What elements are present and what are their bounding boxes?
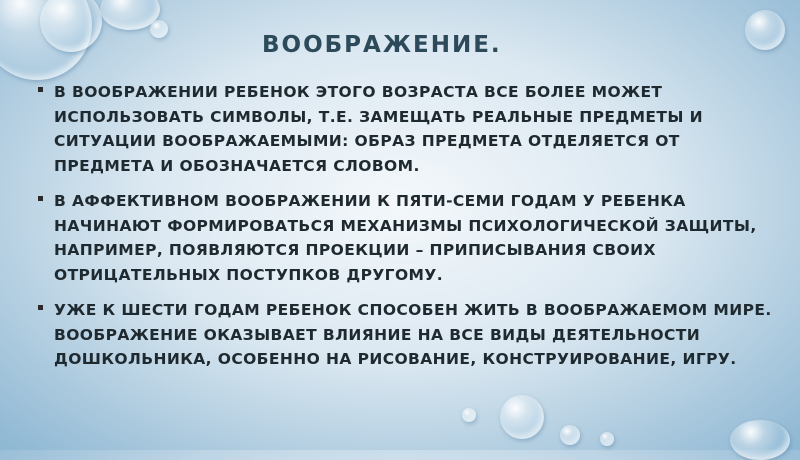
- bullet-text: УЖЕ К ШЕСТИ ГОДАМ РЕБЕНОК СПОСОБЕН ЖИТЬ В ВООБРАЖАЕМОМ МИРЕ. ВООБРАЖЕНИЕ ОКАЗЫВАЕТ ВЛИЯНИЕ НА ВСЕ ВИДЫ ДЕЯТЕЛЬНОСТИ ДОШКОЛЬНИКА, ОСОБЕННО НА РИСОВАНИЕ, КОНСТРУИРОВАНИЕ, ИГРУ.: [54, 301, 772, 368]
- water-drop-decoration: [745, 10, 785, 50]
- list-item: [34, 80, 782, 178]
- water-drop-decoration: [500, 395, 544, 439]
- bullet-icon: [38, 87, 43, 92]
- slide-title: ВООБРАЖЕНИЕ.: [262, 32, 502, 58]
- bullet-list: [34, 80, 782, 383]
- water-drop-decoration: [462, 408, 476, 422]
- water-drop-decoration: [600, 432, 614, 446]
- water-drop-decoration: [150, 20, 168, 38]
- list-item: [34, 189, 782, 287]
- bullet-text: В ВООБРАЖЕНИИ РЕБЕНОК ЭТОГО ВОЗРАСТА ВСЕ БОЛЕЕ МОЖЕТ ИСПОЛЬЗОВАТЬ СИМВОЛЫ, Т.Е. ЗАМЕЩАТЬ РЕАЛЬНЫЕ ПРЕДМЕТЫ И СИТУАЦИИ ВООБРАЖАЕМЫМИ: ОБРАЗ ПРЕДМЕТА ОТДЕЛЯЕТСЯ ОТ ПРЕДМЕТА И ОБОЗНАЧАЕТСЯ СЛОВОМ.: [54, 83, 704, 175]
- water-drop-decoration: [560, 425, 580, 445]
- list-item: [34, 298, 782, 372]
- water-drop-decoration: [730, 420, 790, 460]
- bullet-icon: [38, 305, 43, 310]
- bullet-icon: [38, 196, 43, 201]
- bullet-text: В АФФЕКТИВНОМ ВООБРАЖЕНИИ К ПЯТИ-СЕМИ ГОДАМ У РЕБЕНКА НАЧИНАЮТ ФОРМИРОВАТЬСЯ МЕХАНИЗМЫ ПСИХОЛОГИЧЕСКОЙ ЗАЩИТЫ, НАПРИМЕР, ПОЯВЛЯЮТСЯ ПРОЕКЦИИ – ПРИПИСЫВАНИЯ СВОИХ ОТРИЦАТЕЛЬНЫХ ПОСТУПКОВ ДРУГОМУ.: [54, 192, 757, 284]
